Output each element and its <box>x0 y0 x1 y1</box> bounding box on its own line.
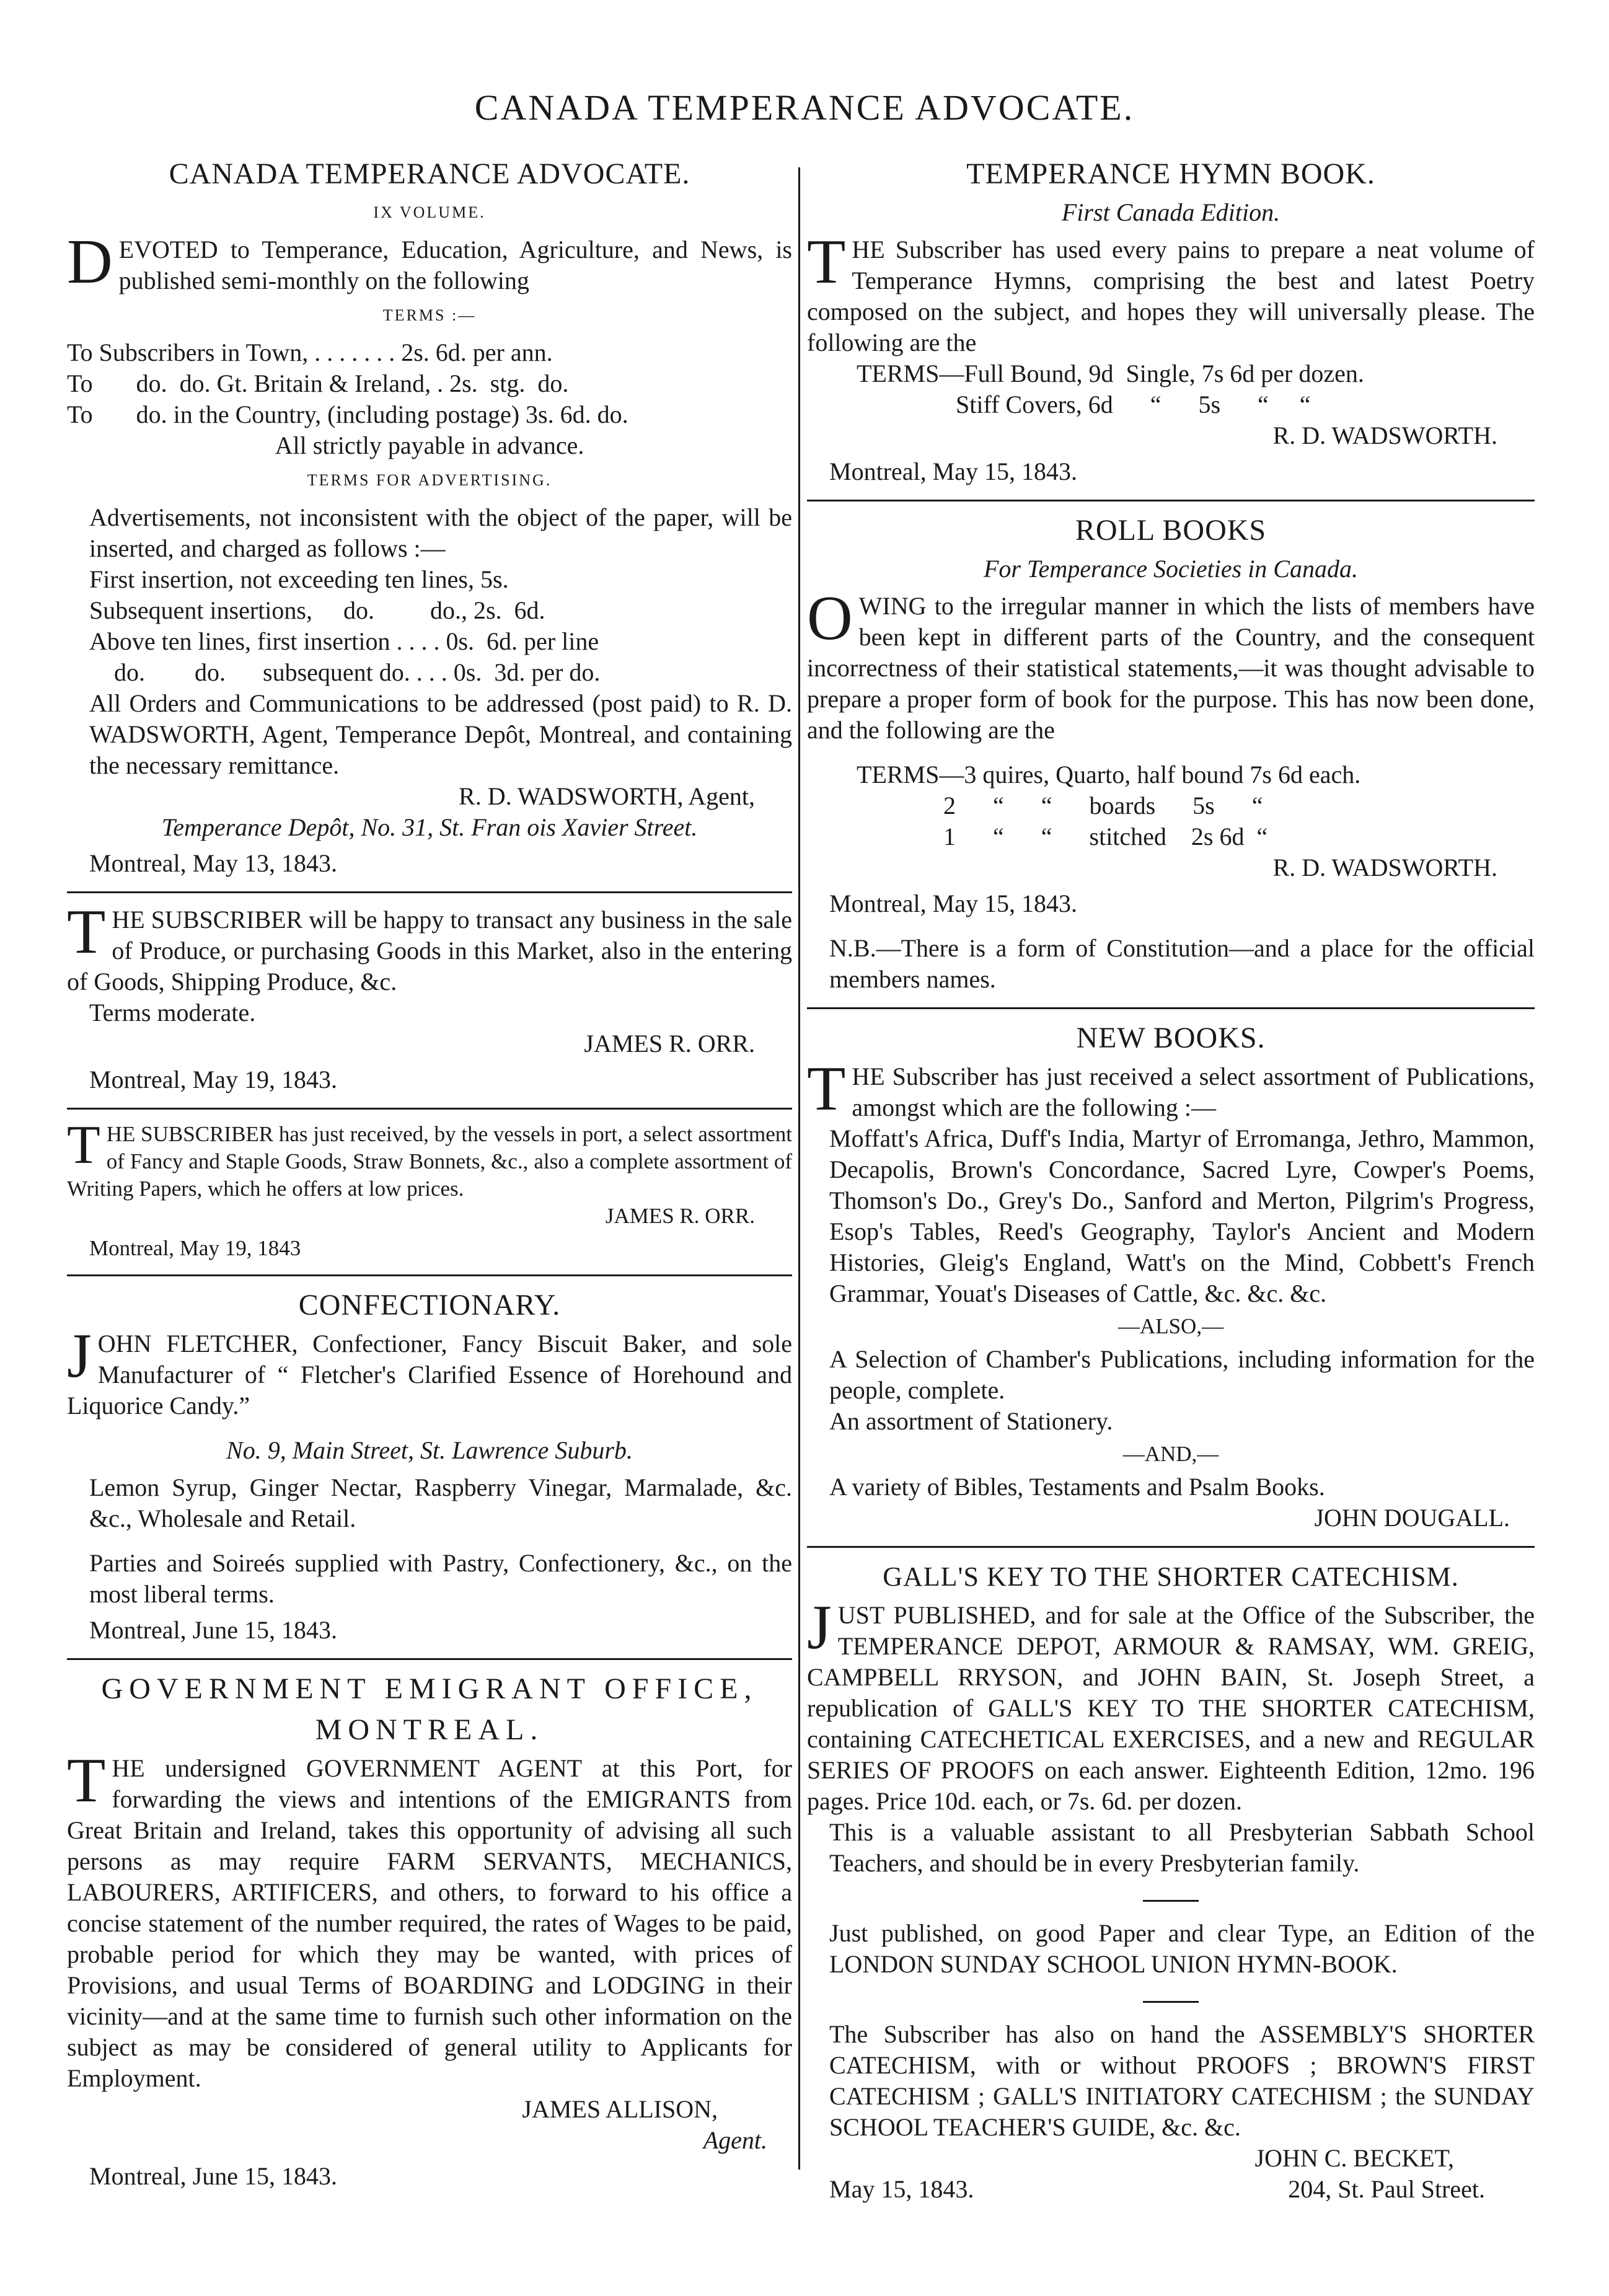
confectionary-ad <box>67 1287 792 1646</box>
also-label: —ALSO,— <box>1117 1314 1224 1338</box>
rule <box>67 1274 792 1276</box>
galls-body <box>807 1592 1535 1817</box>
galls-also-hand: The Subscriber has also on hand the ASSEMBLY'S SHORTER CATECHISM, with or without PROOFS ; BROWN'S FIRST CATECHISM ; GALL'S INITIATORY CATECHISM ; the SUNDAY SCHOOL TEACHER'S GUIDE, &c. &c. <box>829 2020 1535 2141</box>
roll-text: WING to the irregular manner in which the lists of members have been kept in different parts of the Country, and the consequent incorrectness of their statistical statements,—it was thought advisable to prepare a proper form of book for the purpose. This has now been done, and the following are the <box>807 592 1535 744</box>
orr-goods-body <box>67 1115 792 1203</box>
rate-row: Above ten lines, first insertion . . . . 0s. 6d. per line <box>89 627 599 655</box>
terms-label: TERMS :— <box>382 306 477 324</box>
advocate-volume: IX VOLUME. <box>373 203 486 221</box>
confectionary-body <box>67 1321 792 1421</box>
orr-goods-ad <box>67 1115 792 1262</box>
advocate-intro <box>67 227 792 297</box>
emigrant-signature: JAMES ALLISON, <box>522 2095 718 2123</box>
advocate-address: Temperance Depôt, No. 31, St. Fran ois Xavier Street. <box>161 813 698 841</box>
payable-note: All strictly payable in advance. <box>275 431 584 459</box>
rate-row: Subsequent insertions, do. do., 2s. 6d. <box>89 596 545 624</box>
hymn-body <box>807 227 1535 358</box>
rule <box>807 1546 1535 1548</box>
orr-produce-body <box>67 897 792 997</box>
hymn-date: Montreal, May 15, 1843. <box>829 457 1077 485</box>
orders-note: All Orders and Communications to be addressed (post paid) to R. D. WADSWORTH, Agent, Temperance Depôt, Montreal, and containing the necessary remittance. <box>89 689 792 779</box>
galls-signature: JOHN C. BECKET, <box>1254 2144 1454 2172</box>
terms-row: To Subscribers in Town, . . . . . . . 2s. 6d. per ann. <box>67 338 553 366</box>
confectionary-text: OHN FLETCHER, Confectioner, Fancy Biscuit Baker, and sole Manufacturer of “ Fletcher's Clarified Essence of Horehound and Liquorice Candy.” <box>67 1330 792 1420</box>
short-rule <box>1143 1900 1199 1902</box>
advocate-intro-text: EVOTED to Temperance, Education, Agriculture, and News, is published semi-monthly on the following <box>118 236 792 294</box>
dropcap: T <box>807 1054 846 1124</box>
dropcap: T <box>67 897 106 967</box>
rule <box>67 1108 792 1110</box>
orr-produce-ad <box>67 897 792 1095</box>
rate-row: First insertion, not exceeding ten lines, 5s. <box>89 565 509 593</box>
emigrant-ad <box>67 1671 792 2192</box>
galls-date: May 15, 1843. <box>829 2175 974 2203</box>
dropcap: T <box>807 227 846 297</box>
column-divider <box>798 167 800 2170</box>
roll-books-ad <box>807 513 1535 995</box>
emigrant-date: Montreal, June 15, 1843. <box>89 2162 337 2190</box>
running-head: CANADA TEMPERANCE ADVOCATE. <box>474 87 1135 128</box>
advocate-date: Montreal, May 13, 1843. <box>89 849 337 877</box>
confectionary-products: Lemon Syrup, Ginger Nectar, Raspberry Vinegar, Marmalade, &c. &c., Wholesale and Retail. <box>89 1473 792 1532</box>
new-books-heading: NEW BOOKS. <box>1076 1022 1266 1054</box>
hymn-heading: TEMPERANCE HYMN BOOK. <box>966 157 1375 190</box>
roll-heading: ROLL BOOKS <box>1075 514 1267 547</box>
galls-key-ad <box>807 1559 1535 2205</box>
roll-terms-row: 1 “ “ stitched 2s 6d “ <box>857 823 1268 850</box>
confectionary-heading: CONFECTIONARY. <box>298 1289 561 1322</box>
dropcap: T <box>67 1746 106 1816</box>
terms-row: To do. do. Gt. Britain & Ireland, . 2s. stg. do. <box>67 369 569 397</box>
new-books-signature: JOHN DOUGALL. <box>1314 1504 1510 1532</box>
hymn-terms-2: Stiff Covers, 6d “ 5s “ “ <box>956 391 1311 418</box>
galls-published: Just published, on good Paper and clear Type, an Edition of the LONDON SUNDAY SCHOOL UNION HYMN-BOOK. <box>829 1919 1535 1978</box>
dropcap: J <box>67 1321 92 1391</box>
new-books-text: HE Subscriber has just received a select assortment of Publications, amongst which are the following :— <box>852 1062 1535 1121</box>
new-books-list: Moffatt's Africa, Duff's India, Martyr of Erromanga, Jethro, Mammon, Decapolis, Brown's Concordance, Sacred Lyre, Cowper's Poems, Thomson's Do., Grey's Do., Sanford and Merton, Pilgrim's Progress, Esop's Tables, Reed's Geography, Taylor's Ancient and Modern Histories, Gleig's England, Watt's on the Mind, Cobbett's French Grammar, Youat's Diseases of Cattle, &c. &c. &c. <box>829 1124 1535 1307</box>
rule <box>807 1007 1535 1009</box>
roll-date: Montreal, May 15, 1843. <box>829 890 1077 917</box>
confectionary-date: Montreal, June 15, 1843. <box>89 1616 337 1644</box>
roll-terms-row: TERMS—3 quires, Quarto, half bound 7s 6d each. <box>857 761 1361 788</box>
confectionary-parties: Parties and Soireés supplied with Pastry, Confectionery, &c., on the most liberal terms. <box>89 1549 792 1608</box>
roll-note: N.B.—There is a form of Constitution—and a place for the official members names. <box>829 934 1535 993</box>
advocate-signature: R. D. WADSWORTH, Agent, <box>459 782 755 810</box>
bibles-note: A variety of Bibles, Testaments and Psalm Books. <box>829 1473 1325 1501</box>
stationery-note: An assortment of Stationery. <box>829 1407 1113 1435</box>
new-books-body <box>807 1054 1535 1124</box>
rule <box>807 500 1535 501</box>
emigrant-title: Agent. <box>703 2126 767 2154</box>
orr-goods-date: Montreal, May 19, 1843 <box>89 1236 301 1260</box>
left-column <box>67 156 792 2192</box>
hymn-signature: R. D. WADSWORTH. <box>1272 422 1497 449</box>
galls-valuable: This is a valuable assistant to all Presbyterian Sabbath School Teachers, and should be in every Presbyterian family. <box>829 1818 1535 1877</box>
orr-terms: Terms moderate. <box>89 999 256 1027</box>
confectionary-address: No. 9, Main Street, St. Lawrence Suburb. <box>226 1436 633 1464</box>
dropcap: T <box>67 1115 100 1175</box>
dropcap: D <box>67 227 113 297</box>
advocate-heading: CANADA TEMPERANCE ADVOCATE. <box>169 157 690 190</box>
galls-text: UST PUBLISHED, and for sale at the Office of the Subscriber, the TEMPERANCE DEPOT, ARMOUR & RAMSAY, WM. GREIG, CAMPBELL RRYSON, and JOHN BAIN, St. Joseph Street, a republication of GALL'S KEY TO THE SHORTER CATECHISM, containing CATECHETICAL EXERCISES, and a new and REGULAR SERIES OF PROOFS on each answer. Eighteenth Edition, 12mo. 196 pages. Price 10d. each, or 7s. 6d. per dozen. <box>807 1601 1535 1815</box>
spacer <box>67 1534 792 1548</box>
dropcap: O <box>807 583 853 653</box>
galls-address: 204, St. Paul Street. <box>1288 2175 1485 2203</box>
emigrant-heading: GOVERNMENT EMIGRANT OFFICE, <box>101 1672 758 1705</box>
advertising-intro: Advertisements, not inconsistent with the object of the paper, will be inserted, and charged as follows :— <box>89 503 792 562</box>
emigrant-text: HE undersigned GOVERNMENT AGENT at this Port, for forwarding the views and intentions of the EMIGRANTS from Great Britain and Ireland, takes this opportunity of advising all such persons as may require FARM SERVANTS, MECHANICS, LABOURERS, ARTIFICERS, and others, to forward to his office a concise statement of the number required, the rates of Wages to be paid, probable period for which they may be wanted, with prices of Provisions, and usual Terms of BOARDING and LODGING in their vicinity—and at the same time to furnish such other information on the subject as may be considered of general utility to Applicants for Employment. <box>67 1754 792 2092</box>
hymn-terms: TERMS—Full Bound, 9d Single, 7s 6d per dozen. <box>857 360 1364 387</box>
orr-signature: JAMES R. ORR. <box>584 1030 755 1057</box>
roll-subtitle: For Temperance Societies in Canada. <box>983 555 1358 583</box>
orr-produce-text: HE SUBSCRIBER will be happy to transact any business in the sale of Produce, or purchasing Goods in this Market, also in the entering of Goods, Shipping Produce, &c. <box>67 906 792 996</box>
short-rule <box>1143 2001 1199 2003</box>
hymn-edition: First Canada Edition. <box>1061 198 1281 226</box>
roll-terms-row: 2 “ “ boards 5s “ <box>857 792 1263 819</box>
roll-body <box>807 583 1535 746</box>
galls-heading: GALL'S KEY TO THE SHORTER CATECHISM. <box>883 1561 1459 1592</box>
right-column <box>807 156 1535 2205</box>
rule <box>67 1658 792 1660</box>
roll-signature: R. D. WADSWORTH. <box>1272 854 1497 881</box>
advocate-ad <box>67 156 792 879</box>
rule <box>67 891 792 893</box>
galls-footer <box>807 2174 1535 2205</box>
chambers-note: A Selection of Chamber's Publications, including information for the people, complete. <box>829 1345 1535 1404</box>
spacer <box>807 746 1535 759</box>
dropcap: J <box>807 1592 832 1662</box>
and-label: —AND,— <box>1122 1442 1219 1466</box>
hymn-text: HE Subscriber has used every pains to prepare a neat volume of Temperance Hymns, comprising the best and latest Poetry composed on the subject, and hopes they will universally please. The following are the <box>807 236 1535 356</box>
advertising-label: TERMS FOR ADVERTISING. <box>307 471 552 489</box>
orr-goods-signature: JAMES R. ORR. <box>605 1204 755 1228</box>
terms-row: To do. in the Country, (including postage) 3s. 6d. do. <box>67 400 628 428</box>
emigrant-heading-2: MONTREAL. <box>315 1713 544 1746</box>
orr-date: Montreal, May 19, 1843. <box>89 1066 337 1093</box>
hymn-book-ad <box>807 156 1535 487</box>
emigrant-body <box>67 1746 792 2094</box>
spacer <box>67 1421 792 1435</box>
spacer <box>807 919 1535 933</box>
orr-goods-text: HE SUBSCRIBER has just received, by the vessels in port, a select assortment of Fancy and Staple Goods, Straw Bonnets, &c., also a complete assortment of Writing Papers, which he offers at low prices. <box>67 1122 792 1201</box>
rate-row: do. do. subsequent do. . . . 0s. 3d. per do. <box>89 658 601 686</box>
new-books-ad <box>807 1020 1535 1534</box>
